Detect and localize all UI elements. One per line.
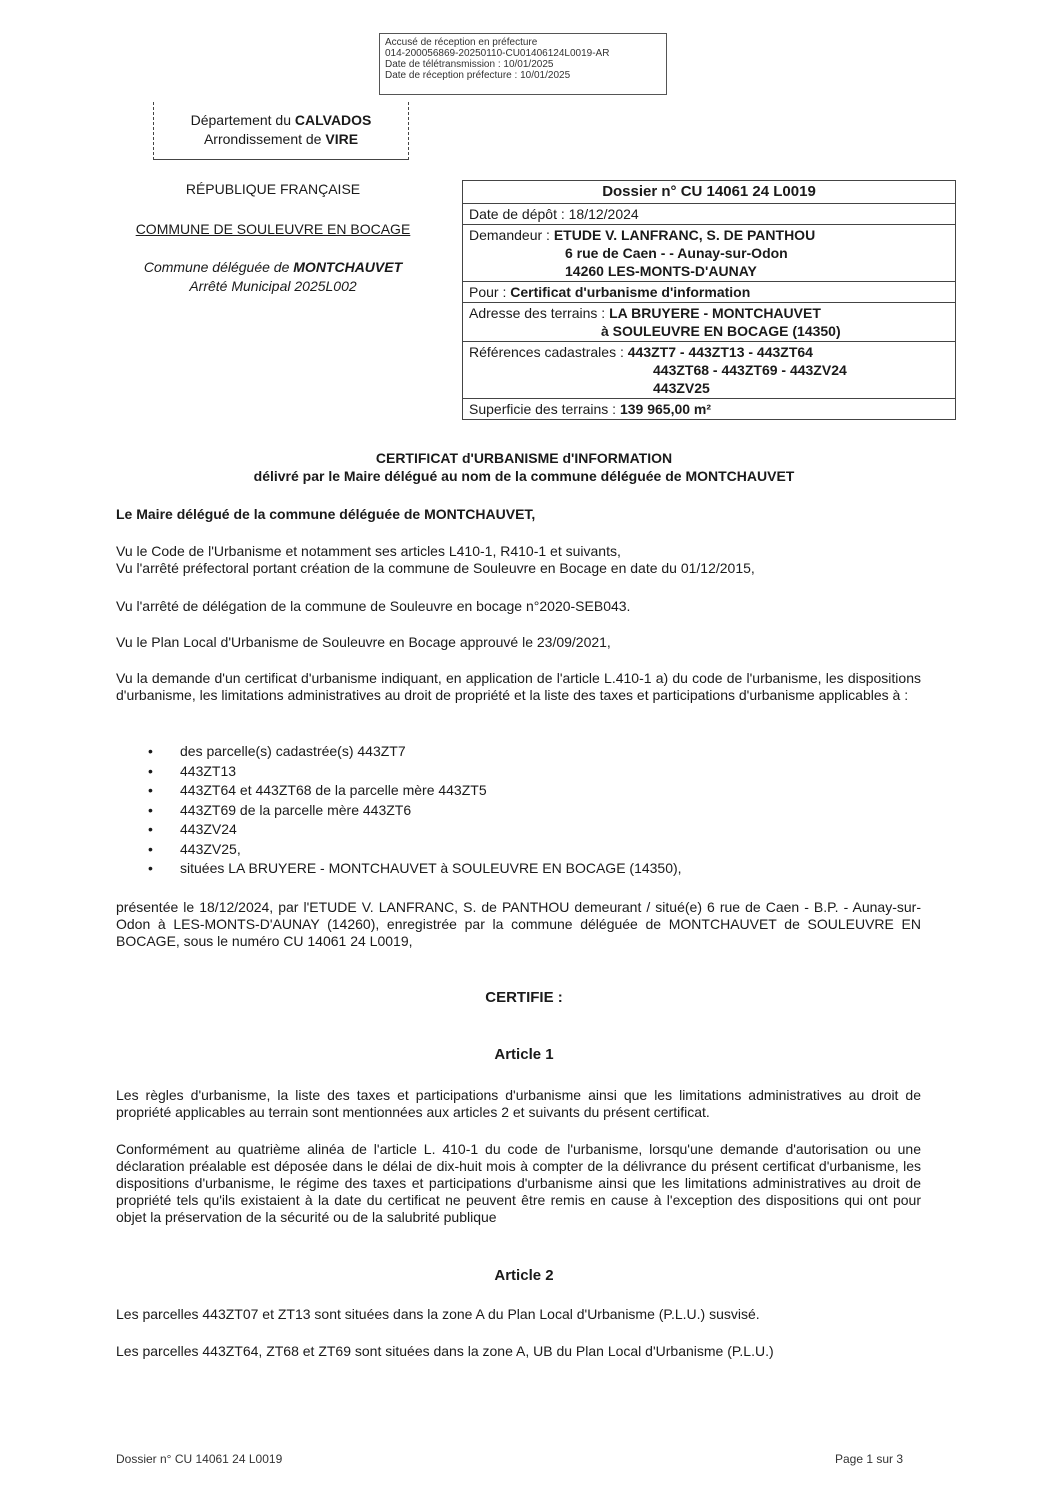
pour-row <box>463 282 955 303</box>
demandeur-city: 14260 LES-MONTS-D'AUNAY <box>565 263 757 279</box>
presentee-paragraph: présentée le 18/12/2024, par l'ETUDE V. LANFRANC, S. de PANTHOU demeurant / situé(e) 6 rue de Caen - B.P. - Aunay-sur-Odon à LES-MONTS-D'AUNAY (14260), enregistrée par la commune déléguée de MONTCHAUVET de SOULEUVRE EN BOCAGE, sous le numéro CU 14061 24 L0019, <box>116 899 921 949</box>
references-value: 443ZV25 <box>653 380 710 396</box>
arrondissement-line <box>154 130 408 149</box>
list-item: • situées LA BRUYERE - MONTCHAUVET à SOULEUVRE EN BOCAGE (14350), <box>116 859 921 879</box>
commune-deleguee-line <box>112 258 434 277</box>
maire-line: Le Maire délégué de la commune déléguée de MONTCHAUVET, <box>116 506 536 522</box>
adresse-value: LA BRUYERE - MONTCHAUVET <box>609 305 821 321</box>
arrete-line: Arrêté Municipal 2025L002 <box>189 278 357 294</box>
department-prefix: Département du <box>190 112 295 128</box>
adresse-commune: à SOULEUVRE EN BOCAGE (14350) <box>601 323 841 339</box>
list-item: • 443ZT13 <box>116 762 921 782</box>
stamp-line: 014-200056869-20250110-CU01406124L0019-AR <box>385 48 610 59</box>
superficie-label: Superficie des terrains : <box>469 401 620 417</box>
article-1-paragraph-1: Les règles d'urbanisme, la liste des taxes et participations d'urbanisme ainsi que les limitations administratives au droit de propriété applicables au terrain sont mentionnées aux articles 2 et suivants du présent certificat. <box>116 1087 921 1120</box>
pour-value: Certificat d'urbanisme d'information <box>510 284 751 300</box>
parcelles-list <box>116 742 921 879</box>
list-item: • des parcelle(s) cadastrée(s) 443ZT7 <box>116 742 921 762</box>
vu-plu: Vu le Plan Local d'Urbanisme de Souleuvre en Bocage approuvé le 23/09/2021, <box>116 634 611 650</box>
references-value: 443ZT68 - 443ZT69 - 443ZV24 <box>653 362 847 378</box>
stamp-line: Accusé de réception en préfecture <box>385 37 538 48</box>
superficie-value: 139 965,00 m² <box>619 401 712 417</box>
vu-code <box>116 543 921 577</box>
references-label: Références cadastrales : <box>469 344 628 360</box>
reception-stamp <box>379 33 667 95</box>
commune-deleguee-block <box>112 258 434 296</box>
certificat-subtitle: délivré par le Maire délégué au nom de la commune déléguée de MONTCHAUVET <box>253 468 795 484</box>
footer-dossier: Dossier n° CU 14061 24 L0019 <box>116 1452 283 1466</box>
vu-arrete-prefectoral: Vu l'arrêté préfectoral portant création de la commune de Souleuvre en Bocage en date du 01/12/2015, <box>116 560 755 576</box>
list-item: • 443ZV25, <box>116 840 921 860</box>
vu-demande: Vu la demande d'un certificat d'urbanisme indiquant, en application de l'article L.410-1 a) du code de l'urbanisme, les dispositions d'urbanisme, les limitations administratives au droit de propriété et la liste des taxes et participations d'urbanisme applicables à : <box>116 670 921 703</box>
adresse-line <box>469 304 949 322</box>
date-depot: Date de dépôt : 18/12/2024 <box>463 204 955 225</box>
certifie-heading: CERTIFIE : <box>485 989 563 1006</box>
list-item: • 443ZT64 et 443ZT68 de la parcelle mère 443ZT5 <box>116 781 921 801</box>
references-line <box>469 343 949 361</box>
article-2-paragraph-2: Les parcelles 443ZT64, ZT68 et ZT69 sont situées dans la zone A, UB du Plan Local d'Urbanisme (P.L.U.) <box>116 1343 774 1359</box>
article-1-title: Article 1 <box>494 1046 554 1063</box>
demandeur-label: Demandeur : <box>469 227 554 243</box>
adresse-row <box>463 303 955 342</box>
dossier-title: Dossier n° CU 14061 24 L0019 <box>463 181 955 204</box>
stamp-line: Date de télétransmission : 10/01/2025 <box>385 59 554 70</box>
demandeur-name: ETUDE V. LANFRANC, S. DE PANTHOU <box>553 227 816 243</box>
demandeur-line <box>469 226 949 244</box>
demandeur-address: 6 rue de Caen - - Aunay-sur-Odon <box>565 245 788 261</box>
department-name: CALVADOS <box>294 112 372 128</box>
list-item: • 443ZT69 de la parcelle mère 443ZT6 <box>116 801 921 821</box>
footer-page-number: Page 1 sur 3 <box>835 1452 904 1466</box>
vu-delegation: Vu l'arrêté de délégation de la commune de Souleuvre en bocage n°2020-SEB043. <box>116 598 631 614</box>
references-row <box>463 342 955 399</box>
article-2-title: Article 2 <box>494 1267 554 1284</box>
pour-label: Pour : <box>469 284 511 300</box>
commune-deleguee-name: MONTCHAUVET <box>293 259 403 275</box>
commune-deleguee-prefix: Commune déléguée de <box>143 259 294 275</box>
department-line <box>154 111 408 130</box>
superficie-row <box>463 399 955 419</box>
department-box <box>153 102 409 160</box>
vu-code-urbanisme: Vu le Code de l'Urbanisme et notamment ses articles L410-1, R410-1 et suivants, <box>116 543 621 559</box>
stamp-line: Date de réception préfecture : 10/01/2025 <box>385 70 571 81</box>
demandeur-row <box>463 225 955 282</box>
republique-heading: RÉPUBLIQUE FRANÇAISE <box>185 181 361 197</box>
certificat-title: CERTIFICAT d'URBANISME d'INFORMATION <box>375 450 673 466</box>
references-value: 443ZT7 - 443ZT13 - 443ZT64 <box>627 344 813 360</box>
arrondissement-name: VIRE <box>325 131 359 147</box>
article-1-paragraph-2: Conformément au quatrième alinéa de l'article L. 410-1 du code de l'urbanisme, lorsqu'une demande d'autorisation ou une déclaration préalable est déposée dans le délai de dix-huit mois à compter de la délivrance du présent certificat d'urbanisme, les dispositions d'urbanisme, le régime des taxes et participations d'urbanisme ainsi que les limitations administratives au droit de propriété tels qu'ils existaient à la date du certificat ne peuvent être remis en cause à l'exception des dispositions qui ont pour objet la préservation de la sécurité ou de la salubrité publique <box>116 1141 921 1225</box>
commune-heading: COMMUNE DE SOULEUVRE EN BOCAGE <box>135 221 411 237</box>
adresse-label: Adresse des terrains : <box>469 305 610 321</box>
list-item: • 443ZV24 <box>116 820 921 840</box>
dossier-box <box>462 180 956 420</box>
article-2-paragraph-1: Les parcelles 443ZT07 et ZT13 sont situées dans la zone A du Plan Local d'Urbanisme (P.L.U.) susvisé. <box>116 1306 760 1322</box>
arrondissement-prefix: Arrondissement de <box>203 131 326 147</box>
